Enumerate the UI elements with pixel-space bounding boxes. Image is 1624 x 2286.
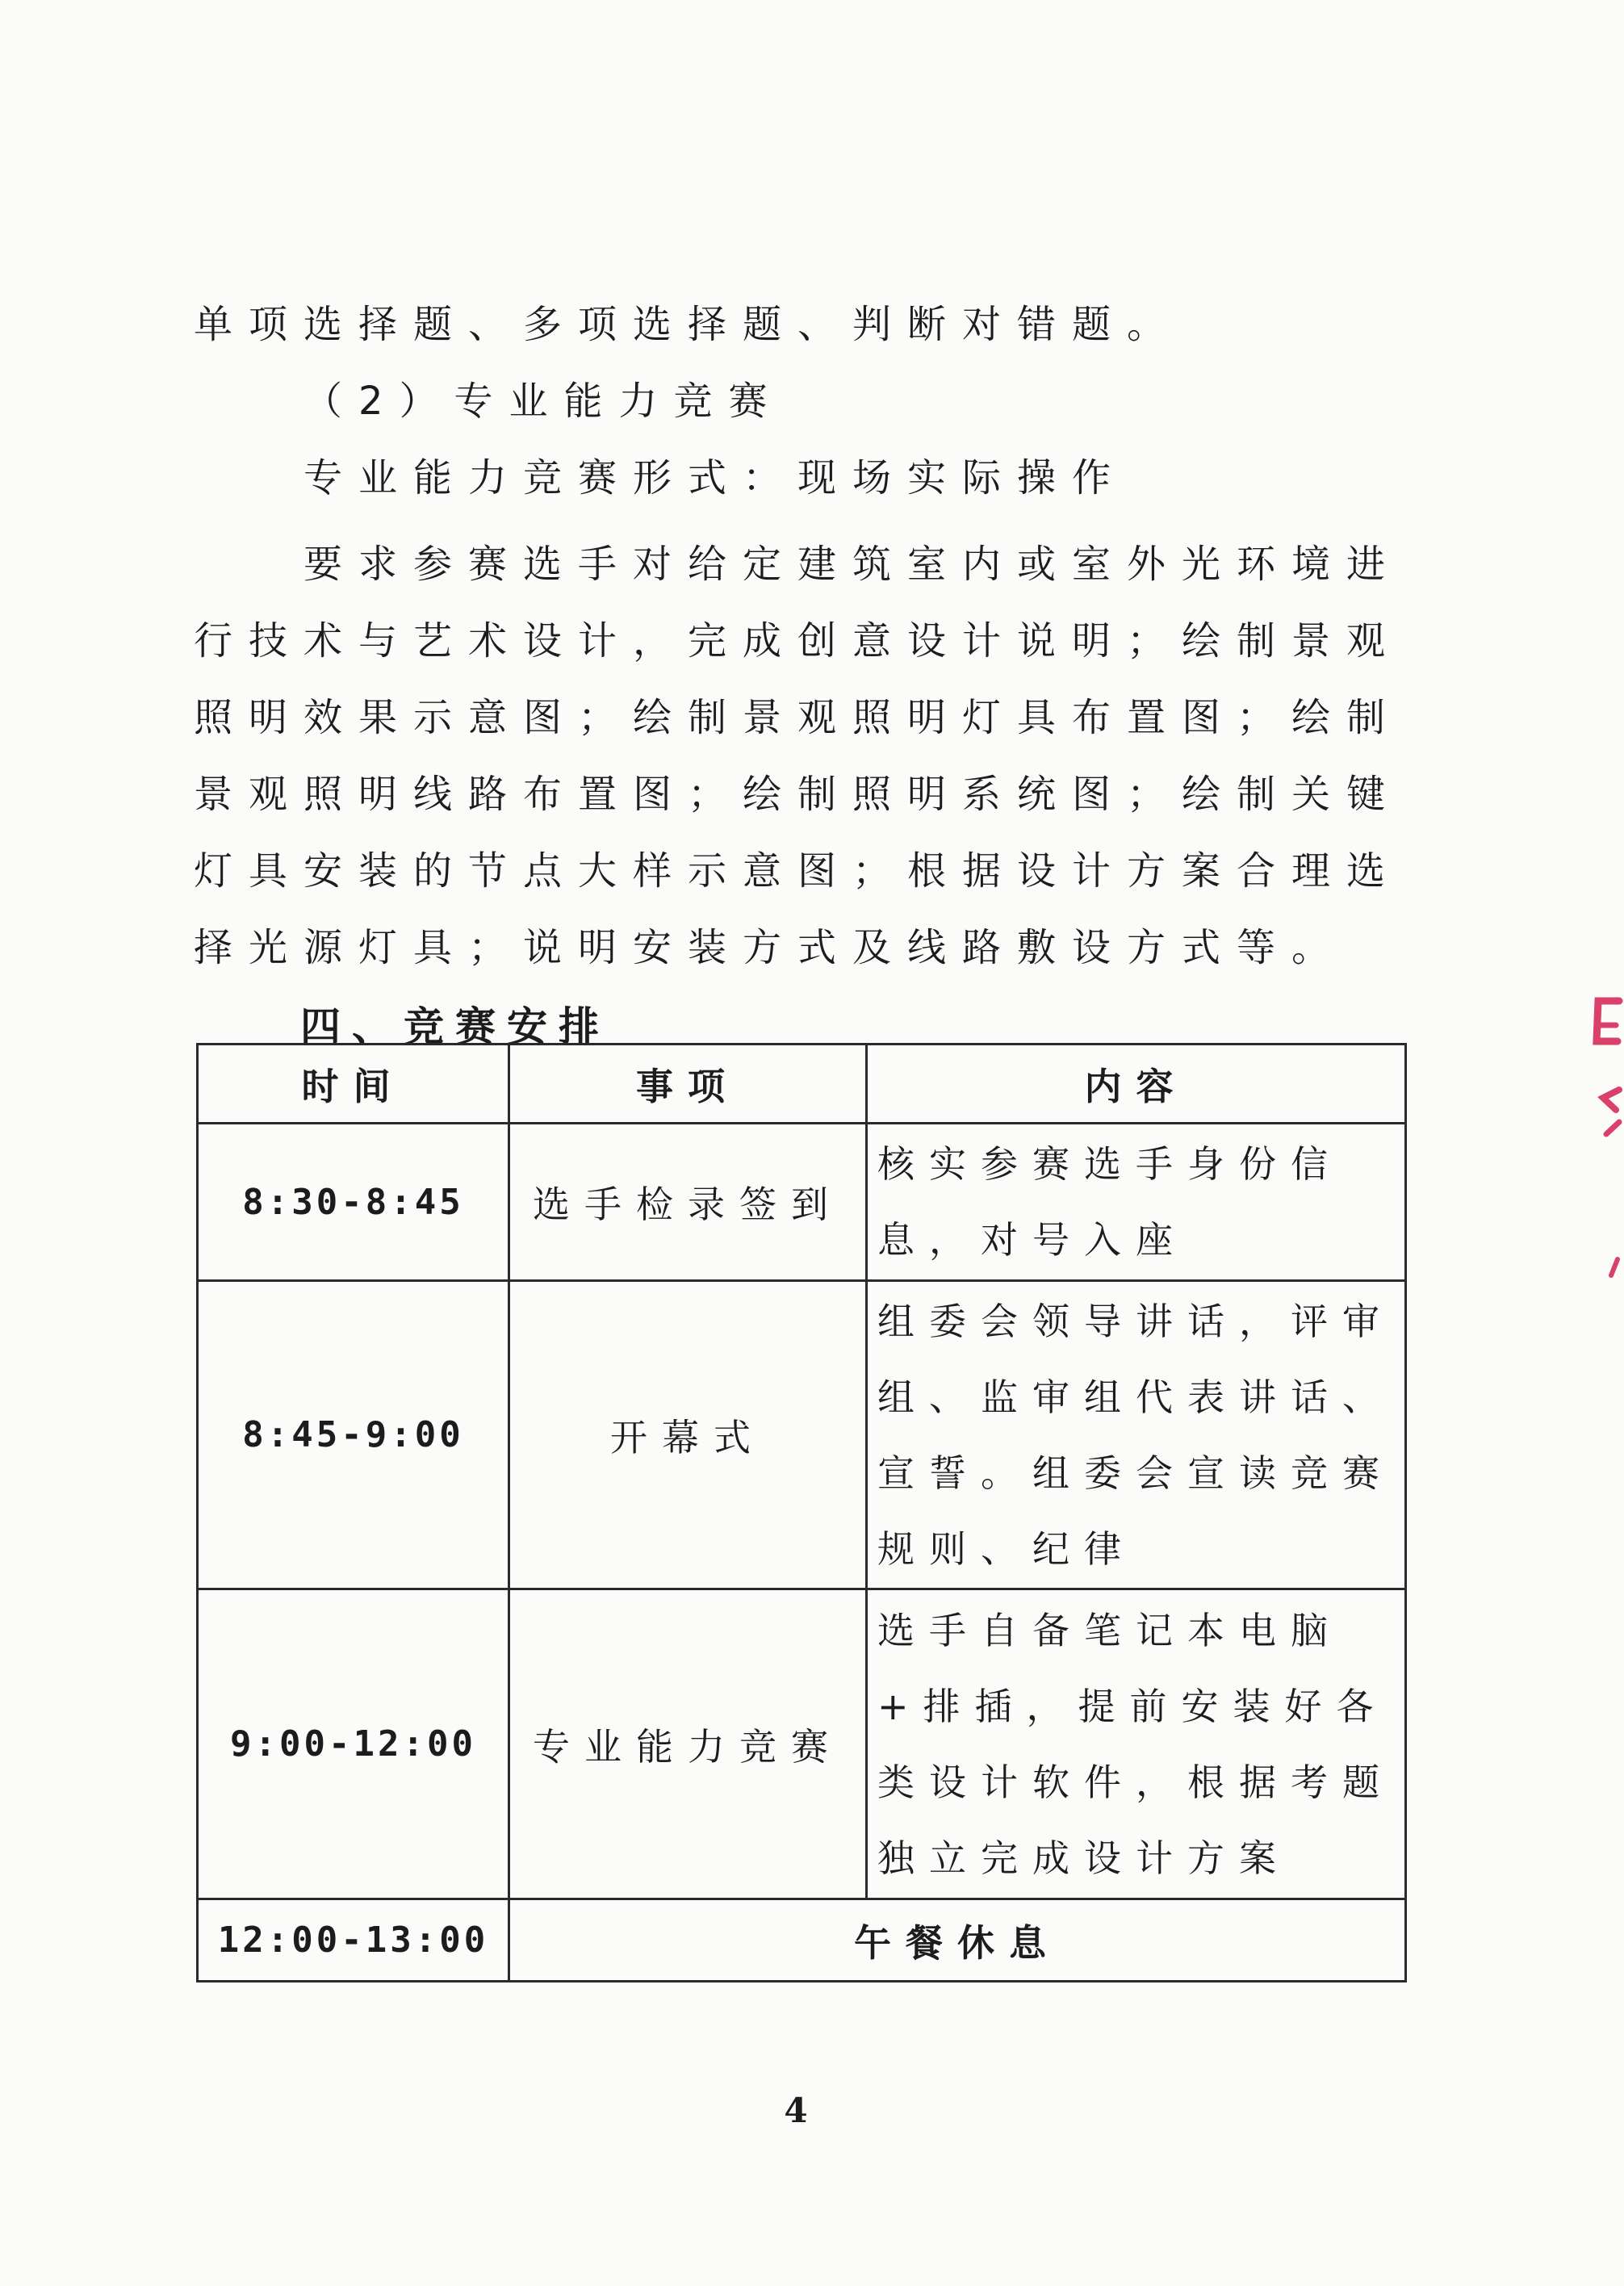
lunch-label: 午餐休息 — [509, 1899, 1406, 1982]
red-stamp-edge — [1587, 993, 1624, 1300]
table-header-row — [198, 1045, 1406, 1124]
table-row-lunch — [198, 1899, 1406, 1982]
header-time: 时间 — [198, 1045, 509, 1124]
table-row — [198, 1589, 1406, 1899]
section-heading-schedule: 四、竞赛安排 — [300, 1003, 610, 1050]
table-row — [198, 1281, 1406, 1589]
body-line-question-types: 单项选择题、多项选择题、判断对错题。 — [194, 302, 1182, 347]
row-item: 专业能力竞赛 — [509, 1589, 867, 1899]
row-content: 核实参赛选手身份信息，对号入座 — [867, 1124, 1406, 1281]
requirements-paragraph: 要求参赛选手对给定建筑室内或室外光环境进行技术与艺术设计，完成创意设计说明；绘制景观照明效果示意图；绘制景观照明灯具布置图；绘制景观照明线路布置图；绘制照明系统图；绘制关键灯具安装的节点大样示意图；根据设计方案合理选择光源灯具；说明安装方式及线路敷设方式等。 — [194, 542, 1402, 970]
row-content: 组委会领导讲话，评审组、监审组代表讲话、宣誓。组委会宣读竞赛规则、纪律 — [867, 1281, 1406, 1589]
header-item: 事项 — [509, 1045, 867, 1124]
row-time: 9:00-12:00 — [198, 1589, 509, 1899]
row-item: 开幕式 — [509, 1281, 867, 1589]
table-row — [198, 1124, 1406, 1281]
row-content: 选手自备笔记本电脑+排插，提前安装好各类设计软件，根据考题独立完成设计方案 — [867, 1589, 1406, 1899]
row-time: 8:30-8:45 — [198, 1124, 509, 1281]
schedule-table — [196, 1043, 1407, 1982]
row-time: 8:45-9:00 — [198, 1281, 509, 1589]
row-item: 选手检录签到 — [509, 1124, 867, 1281]
page-number: 4 — [784, 2091, 808, 2130]
lunch-time: 12:00-13:00 — [198, 1899, 509, 1982]
header-content: 内容 — [867, 1045, 1406, 1124]
subheading-professional-competition: （2）专业能力竞赛 — [303, 379, 784, 424]
competition-form-line: 专业能力竞赛形式：现场实际操作 — [303, 455, 1128, 500]
